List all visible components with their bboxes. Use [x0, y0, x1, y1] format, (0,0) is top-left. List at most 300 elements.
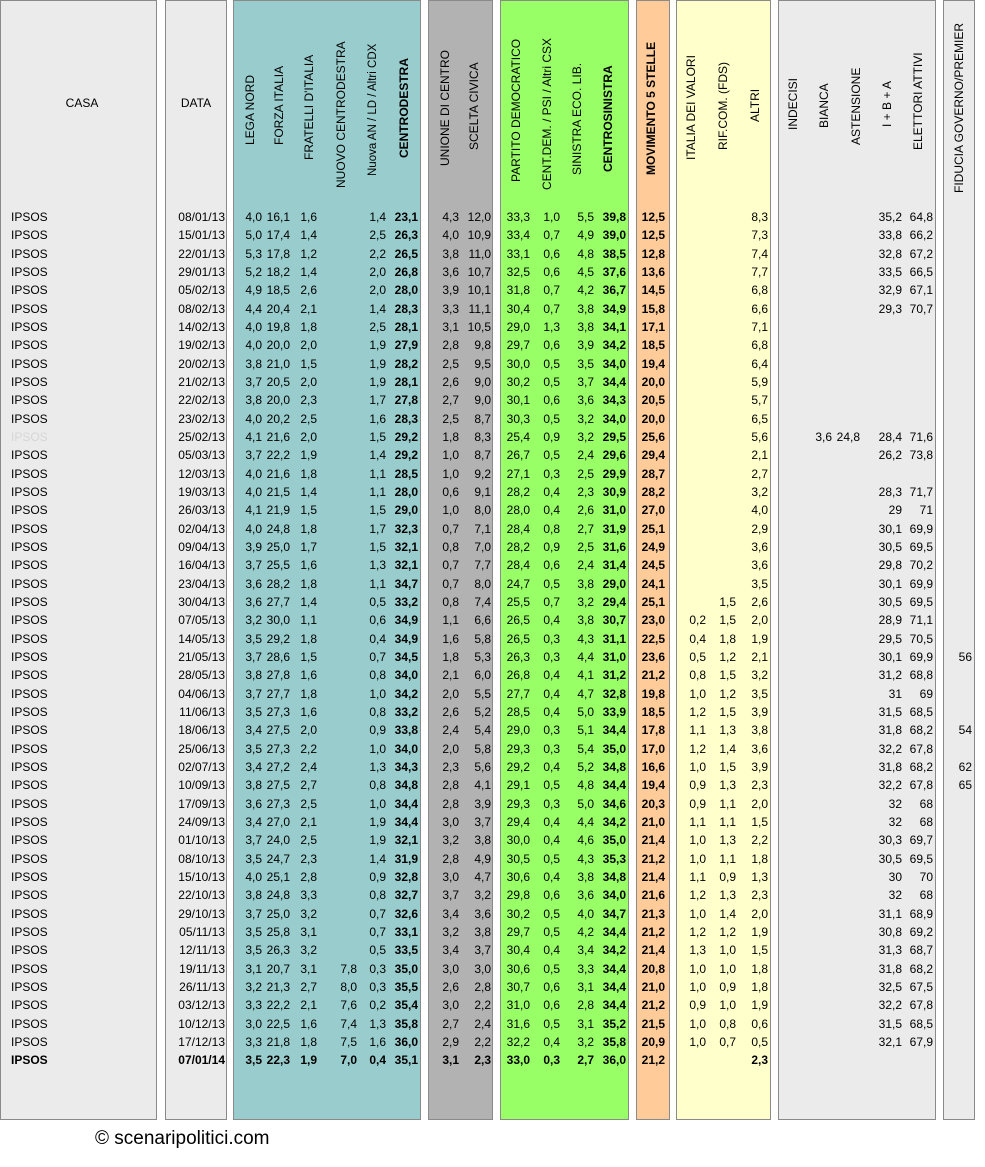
cell-centrosinistra: 35,0 — [602, 833, 626, 848]
cell-pd: 29,2 — [506, 759, 530, 774]
cell-altri-cdx: 1,5 — [369, 539, 386, 554]
cell-casa: IPSOS — [11, 961, 48, 976]
cell-centdem: 0,4 — [543, 668, 560, 683]
cell-m5s: 18,5 — [641, 704, 665, 719]
cell-centrosinistra: 34,2 — [602, 943, 626, 958]
cell-rif: 1,4 — [719, 906, 736, 921]
table-row — [0, 520, 985, 538]
table-row — [0, 373, 985, 391]
cell-pd: 24,7 — [506, 576, 530, 591]
cell-m5s: 20,0 — [641, 411, 665, 426]
cell-altri-cdx: 1,0 — [369, 796, 386, 811]
cell-unione-centro: 2,5 — [442, 356, 459, 371]
cell-altri-cdx: 1,9 — [369, 833, 386, 848]
cell-centdem: 0,4 — [543, 1034, 560, 1049]
cell-sel: 4,8 — [577, 778, 594, 793]
cell-fratelli-italia: 1,8 — [300, 686, 317, 701]
table-row — [0, 703, 985, 721]
cell-pd: 29,3 — [506, 796, 530, 811]
cell-rif: 1,4 — [719, 741, 736, 756]
table-row — [0, 245, 985, 263]
cell-altri-cdx: 0,6 — [369, 613, 386, 628]
cell-pd: 28,4 — [506, 521, 530, 536]
cell-casa: IPSOS — [11, 484, 48, 499]
cell-altri-cdx: 1,9 — [369, 338, 386, 353]
cell-idv: 1,0 — [689, 759, 706, 774]
cell-data: 08/10/13 — [178, 851, 225, 866]
cell-altri-cdx: 1,3 — [369, 759, 386, 774]
cell-altri: 7,1 — [751, 319, 768, 334]
cell-altri: 3,9 — [751, 704, 768, 719]
cell-forza-italia: 20,2 — [266, 411, 290, 426]
cell-data: 07/05/13 — [178, 613, 225, 628]
cell-casa: IPSOS — [11, 338, 48, 353]
cell-iba: 32,2 — [878, 778, 902, 793]
table-row — [0, 996, 985, 1014]
cell-scelta-civica: 2,8 — [474, 979, 491, 994]
cell-data: 18/06/13 — [178, 723, 225, 738]
cell-nuovo-cdx: 7,5 — [340, 1034, 357, 1049]
cell-iba: 32,5 — [878, 979, 902, 994]
cell-rif: 1,0 — [719, 943, 736, 958]
cell-m5s: 21,0 — [641, 979, 665, 994]
cell-elettori: 68,2 — [909, 961, 933, 976]
table-row — [0, 465, 985, 483]
cell-forza-italia: 18,5 — [266, 283, 290, 298]
cell-unione-centro: 3,4 — [442, 906, 459, 921]
cell-sel: 4,3 — [577, 631, 594, 646]
header-altri: ALTRI — [748, 88, 762, 122]
cell-sel: 3,9 — [577, 338, 594, 353]
cell-unione-centro: 1,1 — [442, 613, 459, 628]
cell-centrosinistra: 31,4 — [602, 558, 626, 573]
cell-elettori: 71,1 — [909, 613, 933, 628]
cell-pd: 29,1 — [506, 778, 530, 793]
cell-rif: 1,3 — [719, 888, 736, 903]
cell-casa: IPSOS — [11, 906, 48, 921]
cell-idv: 1,0 — [689, 686, 706, 701]
cell-centrodestra: 27,9 — [394, 338, 418, 353]
cell-fratelli-italia: 1,4 — [300, 264, 317, 279]
cell-centrodestra: 35,4 — [394, 998, 418, 1013]
cell-fratelli-italia: 1,2 — [300, 246, 317, 261]
cell-pd: 29,7 — [506, 338, 530, 353]
cell-altri: 7,4 — [751, 246, 768, 261]
cell-lega-nord: 3,8 — [245, 356, 262, 371]
cell-data: 22/01/13 — [178, 246, 225, 261]
table-row — [0, 721, 985, 739]
cell-lega-nord: 3,5 — [245, 741, 262, 756]
cell-altri-cdx: 1,0 — [369, 741, 386, 756]
cell-elettori: 68,7 — [909, 943, 933, 958]
cell-altri: 1,8 — [751, 979, 768, 994]
cell-unione-centro: 2,0 — [442, 686, 459, 701]
cell-centrodestra: 28,1 — [394, 319, 418, 334]
cell-unione-centro: 3,0 — [442, 961, 459, 976]
cell-centdem: 0,7 — [543, 301, 560, 316]
cell-altri: 6,4 — [751, 356, 768, 371]
cell-lega-nord: 4,0 — [245, 466, 262, 481]
cell-fratelli-italia: 1,4 — [300, 594, 317, 609]
cell-pd: 32,2 — [506, 1034, 530, 1049]
cell-data: 19/03/13 — [178, 484, 225, 499]
cell-centdem: 0,4 — [543, 943, 560, 958]
cell-scelta-civica: 11,1 — [468, 301, 491, 316]
cell-lega-nord: 3,6 — [245, 594, 262, 609]
cell-sel: 3,8 — [577, 869, 594, 884]
cell-m5s: 25,1 — [641, 594, 665, 609]
cell-elettori: 67,8 — [909, 778, 933, 793]
cell-pd: 29,4 — [506, 814, 530, 829]
cell-casa: IPSOS — [11, 851, 48, 866]
cell-altri: 1,8 — [751, 961, 768, 976]
cell-fratelli-italia: 1,5 — [300, 649, 317, 664]
cell-scelta-civica: 11,0 — [468, 246, 491, 261]
cell-pd: 30,4 — [506, 943, 530, 958]
cell-idv: 1,2 — [689, 741, 706, 756]
header-movimento-5-stelle: MOVIMENTO 5 STELLE — [644, 41, 658, 175]
cell-data: 02/04/13 — [178, 521, 225, 536]
cell-forza-italia: 27,8 — [266, 668, 290, 683]
cell-altri-cdx: 1,3 — [369, 558, 386, 573]
cell-centrodestra: 28,2 — [394, 356, 418, 371]
cell-altri: 1,5 — [751, 814, 768, 829]
cell-centrosinistra: 36,7 — [602, 283, 626, 298]
cell-rif: 1,2 — [719, 924, 736, 939]
cell-forza-italia: 27,3 — [266, 704, 290, 719]
cell-elettori: 68,2 — [909, 723, 933, 738]
table-row — [0, 410, 985, 428]
cell-m5s: 28,7 — [641, 466, 665, 481]
cell-casa: IPSOS — [11, 411, 48, 426]
cell-m5s: 21,0 — [641, 814, 665, 829]
cell-forza-italia: 28,2 — [266, 576, 290, 591]
table-row — [0, 1051, 985, 1069]
cell-unione-centro: 2,7 — [442, 1016, 459, 1031]
cell-lega-nord: 3,5 — [245, 851, 262, 866]
cell-sel: 4,8 — [577, 246, 594, 261]
cell-lega-nord: 4,0 — [245, 411, 262, 426]
cell-elettori: 69,5 — [909, 594, 933, 609]
cell-lega-nord: 4,0 — [245, 210, 262, 224]
cell-centdem: 0,5 — [543, 851, 560, 866]
cell-iba: 26,2 — [878, 448, 902, 463]
cell-altri-cdx: 1,9 — [369, 374, 386, 389]
cell-pd: 26,5 — [506, 631, 530, 646]
cell-pd: 26,8 — [506, 668, 530, 683]
cell-rif: 1,3 — [719, 833, 736, 848]
cell-rif: 1,1 — [719, 796, 736, 811]
cell-centrodestra: 32,7 — [394, 888, 418, 903]
cell-fratelli-italia: 3,2 — [300, 943, 317, 958]
cell-unione-centro: 3,9 — [442, 283, 459, 298]
cell-casa: IPSOS — [11, 356, 48, 371]
cell-astensione: 24,8 — [836, 429, 860, 444]
cell-casa: IPSOS — [11, 393, 48, 408]
cell-rif: 0,8 — [719, 1016, 736, 1031]
cell-data: 17/12/13 — [178, 1034, 225, 1049]
cell-casa: IPSOS — [11, 228, 48, 243]
cell-scelta-civica: 9,0 — [474, 374, 491, 389]
table-row — [0, 666, 985, 684]
cell-unione-centro: 2,7 — [442, 393, 459, 408]
cell-sel: 3,2 — [577, 411, 594, 426]
cell-lega-nord: 3,7 — [245, 833, 262, 848]
cell-casa: IPSOS — [11, 759, 48, 774]
cell-pd: 29,0 — [506, 319, 530, 334]
cell-forza-italia: 26,3 — [266, 943, 290, 958]
cell-m5s: 21,2 — [641, 668, 665, 683]
cell-altri: 0,6 — [751, 1016, 768, 1031]
cell-data: 21/02/13 — [178, 374, 225, 389]
header-forza-italia: FORZA ITALIA — [272, 65, 286, 145]
cell-pd: 30,2 — [506, 906, 530, 921]
cell-forza-italia: 27,7 — [266, 594, 290, 609]
cell-iba: 31,3 — [878, 943, 902, 958]
cell-lega-nord: 3,8 — [245, 393, 262, 408]
cell-centrodestra: 34,4 — [394, 814, 418, 829]
cell-fratelli-italia: 1,7 — [300, 539, 317, 554]
table-row — [0, 1033, 985, 1051]
cell-data: 16/04/13 — [178, 558, 225, 573]
cell-data: 22/10/13 — [178, 888, 225, 903]
cell-centrodestra: 35,1 — [394, 1053, 418, 1068]
cell-centrosinistra: 34,9 — [602, 301, 626, 316]
cell-unione-centro: 3,3 — [442, 301, 459, 316]
cell-forza-italia: 20,5 — [266, 374, 290, 389]
cell-altri-cdx: 1,5 — [369, 503, 386, 518]
cell-lega-nord: 3,4 — [245, 759, 262, 774]
table-row — [0, 831, 985, 849]
cell-centrodestra: 26,5 — [394, 246, 418, 261]
cell-centrodestra: 26,8 — [394, 264, 418, 279]
cell-m5s: 21,2 — [641, 998, 665, 1013]
table-row — [0, 923, 985, 941]
cell-iba: 28,4 — [878, 429, 902, 444]
cell-iba: 31,8 — [878, 961, 902, 976]
cell-scelta-civica: 4,7 — [474, 869, 491, 884]
cell-centrosinistra: 34,4 — [602, 374, 626, 389]
cell-centdem: 0,6 — [543, 998, 560, 1013]
cell-casa: IPSOS — [11, 466, 48, 481]
cell-iba: 30,3 — [878, 833, 902, 848]
cell-altri-cdx: 1,7 — [369, 393, 386, 408]
cell-centdem: 0,5 — [543, 576, 560, 591]
cell-casa: IPSOS — [11, 210, 48, 224]
cell-pd: 27,7 — [506, 686, 530, 701]
table-row — [0, 886, 985, 904]
cell-altri-cdx: 1,5 — [369, 429, 386, 444]
cell-casa: IPSOS — [11, 539, 48, 554]
cell-rif: 1,8 — [719, 631, 736, 646]
cell-elettori: 66,2 — [909, 228, 933, 243]
cell-scelta-civica: 5,8 — [474, 631, 491, 646]
cell-altri-cdx: 2,5 — [369, 228, 386, 243]
cell-altri-cdx: 1,9 — [369, 814, 386, 829]
cell-m5s: 12,5 — [641, 228, 665, 243]
cell-unione-centro: 2,6 — [442, 374, 459, 389]
cell-centdem: 0,4 — [543, 869, 560, 884]
cell-m5s: 21,6 — [641, 888, 665, 903]
cell-fratelli-italia: 1,6 — [300, 1016, 317, 1031]
cell-casa: IPSOS — [11, 649, 48, 664]
cell-centdem: 0,9 — [543, 429, 560, 444]
cell-centdem: 0,4 — [543, 613, 560, 628]
cell-centdem: 0,3 — [543, 1053, 560, 1068]
cell-centrosinistra: 30,9 — [602, 484, 626, 499]
table-row — [0, 1015, 985, 1033]
cell-centrodestra: 32,3 — [394, 521, 418, 536]
table-row — [0, 281, 985, 299]
cell-scelta-civica: 7,1 — [474, 521, 491, 536]
cell-centrosinistra: 35,8 — [602, 1034, 626, 1049]
cell-centdem: 0,6 — [543, 264, 560, 279]
cell-altri-cdx: 0,5 — [369, 594, 386, 609]
header-casa: CASA — [65, 96, 99, 110]
cell-casa: IPSOS — [11, 1034, 48, 1049]
cell-centdem: 0,3 — [543, 649, 560, 664]
cell-pd: 31,0 — [506, 998, 530, 1013]
cell-casa: IPSOS — [11, 888, 48, 903]
cell-m5s: 19,4 — [641, 778, 665, 793]
table-row — [0, 300, 985, 318]
cell-scelta-civica: 5,2 — [474, 704, 491, 719]
cell-pd: 28,0 — [506, 503, 530, 518]
cell-scelta-civica: 7,0 — [474, 539, 491, 554]
cell-data: 09/04/13 — [178, 539, 225, 554]
cell-elettori: 69 — [919, 686, 933, 701]
cell-fratelli-italia: 2,1 — [300, 814, 317, 829]
table-row — [0, 685, 985, 703]
cell-centrosinistra: 31,6 — [602, 539, 626, 554]
cell-pd: 28,5 — [506, 704, 530, 719]
table-row — [0, 556, 985, 574]
cell-centrodestra: 35,0 — [394, 961, 418, 976]
table-row — [0, 318, 985, 336]
cell-centrosinistra: 39,8 — [602, 210, 626, 224]
cell-sel: 3,1 — [577, 979, 594, 994]
cell-centdem: 0,4 — [543, 704, 560, 719]
cell-sel: 4,0 — [577, 906, 594, 921]
table-row — [0, 850, 985, 868]
cell-iba: 31,1 — [878, 906, 902, 921]
cell-forza-italia: 20,0 — [266, 393, 290, 408]
cell-forza-italia: 17,8 — [266, 246, 290, 261]
header-altri-cdx: Nuova AN / LD / Altri CDX — [367, 43, 379, 176]
cell-data: 05/03/13 — [178, 448, 225, 463]
cell-centdem: 0,7 — [543, 594, 560, 609]
cell-bianca: 3,6 — [815, 429, 832, 444]
cell-forza-italia: 24,7 — [266, 851, 290, 866]
cell-sel: 3,7 — [577, 374, 594, 389]
cell-m5s: 23,0 — [641, 613, 665, 628]
cell-pd: 30,0 — [506, 833, 530, 848]
cell-forza-italia: 16,1 — [266, 210, 290, 224]
table-row — [0, 391, 985, 409]
cell-unione-centro: 2,6 — [442, 979, 459, 994]
cell-data: 28/05/13 — [178, 668, 225, 683]
cell-fratelli-italia: 1,8 — [300, 466, 317, 481]
cell-centrodestra: 35,8 — [394, 1016, 418, 1031]
cell-elettori: 69,5 — [909, 539, 933, 554]
cell-scelta-civica: 3,6 — [474, 906, 491, 921]
cell-altri-cdx: 0,5 — [369, 943, 386, 958]
cell-centdem: 1,0 — [543, 210, 560, 224]
cell-fratelli-italia: 3,1 — [300, 924, 317, 939]
cell-casa: IPSOS — [11, 998, 48, 1013]
cell-data: 01/10/13 — [178, 833, 225, 848]
cell-data: 20/02/13 — [178, 356, 225, 371]
cell-altri: 1,9 — [751, 924, 768, 939]
cell-sel: 4,6 — [577, 833, 594, 848]
cell-altri-cdx: 1,6 — [369, 1034, 386, 1049]
cell-nuovo-cdx: 7,4 — [340, 1016, 357, 1031]
cell-altri-cdx: 0,7 — [369, 649, 386, 664]
cell-idv: 1,2 — [689, 704, 706, 719]
cell-data: 05/02/13 — [178, 283, 225, 298]
cell-pd: 30,4 — [506, 301, 530, 316]
cell-elettori: 68,5 — [909, 1016, 933, 1031]
cell-sel: 3,8 — [577, 301, 594, 316]
cell-rif: 1,5 — [719, 594, 736, 609]
cell-elettori: 70,7 — [909, 301, 933, 316]
cell-forza-italia: 21,6 — [266, 466, 290, 481]
cell-data: 15/01/13 — [178, 228, 225, 243]
cell-centdem: 0,4 — [543, 686, 560, 701]
cell-scelta-civica: 2,3 — [474, 1053, 491, 1068]
cell-m5s: 21,4 — [641, 833, 665, 848]
cell-sel: 3,8 — [577, 319, 594, 334]
cell-altri: 7,7 — [751, 264, 768, 279]
cell-idv: 0,4 — [689, 631, 706, 646]
cell-idv: 1,1 — [689, 723, 706, 738]
cell-idv: 1,2 — [689, 888, 706, 903]
cell-sel: 5,0 — [577, 796, 594, 811]
cell-centrodestra: 34,8 — [394, 778, 418, 793]
cell-pd: 30,6 — [506, 961, 530, 976]
cell-centrosinistra: 39,0 — [602, 228, 626, 243]
cell-pd: 33,3 — [506, 210, 530, 224]
table-row — [0, 575, 985, 593]
cell-data: 15/10/13 — [178, 869, 225, 884]
cell-nuovo-cdx: 8,0 — [340, 979, 357, 994]
cell-unione-centro: 1,8 — [442, 429, 459, 444]
cell-iba: 32,8 — [878, 246, 902, 261]
cell-rif: 1,5 — [719, 668, 736, 683]
cell-lega-nord: 5,2 — [245, 264, 262, 279]
cell-unione-centro: 2,8 — [442, 796, 459, 811]
cell-sel: 2,4 — [577, 448, 594, 463]
cell-lega-nord: 3,3 — [245, 998, 262, 1013]
cell-centrodestra: 31,9 — [394, 851, 418, 866]
cell-unione-centro: 3,0 — [442, 869, 459, 884]
cell-centrosinistra: 34,2 — [602, 338, 626, 353]
cell-nuovo-cdx: 7,0 — [340, 1053, 357, 1068]
cell-m5s: 21,2 — [641, 851, 665, 866]
cell-centrosinistra: 34,7 — [602, 906, 626, 921]
cell-elettori: 68,2 — [909, 759, 933, 774]
cell-fratelli-italia: 1,8 — [300, 576, 317, 591]
cell-casa: IPSOS — [11, 723, 48, 738]
cell-centdem: 0,6 — [543, 888, 560, 903]
cell-centrosinistra: 38,5 — [602, 246, 626, 261]
cell-sel: 3,2 — [577, 1034, 594, 1049]
cell-casa: IPSOS — [11, 246, 48, 261]
cell-altri-cdx: 1,4 — [369, 210, 386, 224]
cell-data: 23/04/13 — [178, 576, 225, 591]
cell-pd: 29,0 — [506, 723, 530, 738]
cell-centdem: 0,5 — [543, 374, 560, 389]
